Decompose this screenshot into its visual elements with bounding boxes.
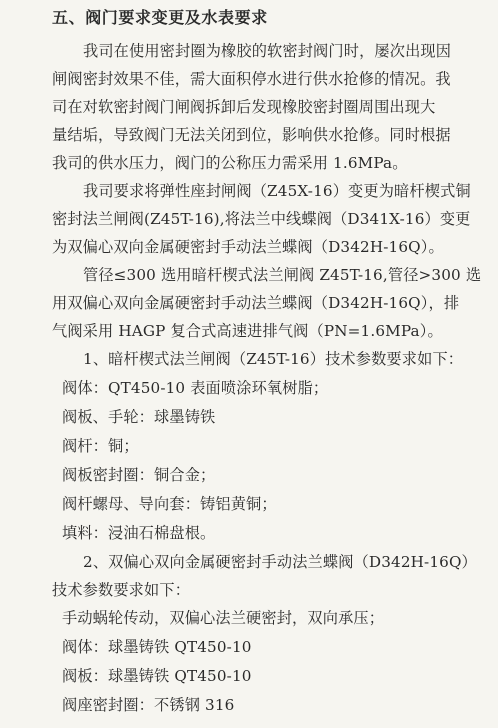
section-heading: 五、阀门要求变更及水表要求 (52, 8, 268, 27)
body-line: 技术参数要求如下： (52, 581, 191, 599)
subsection-heading: 1、暗杆楔式法兰闸阀（Z45T-16）技术参数要求如下： (83, 350, 464, 368)
body-line: 闸阀密封效果不佳，需大面积停水进行供水抢修的情况。我 (52, 70, 451, 88)
spec-item: 手动蜗轮传动，双偏心法兰硬密封，双向承压； (62, 609, 385, 627)
body-line: 司在对软密封阀门闸阀拆卸后发现橡胶密封圈周围出现大 (52, 98, 436, 116)
spec-item: 阀体：QT450-10 表面喷涂环氧树脂； (62, 379, 329, 397)
spec-item: 阀板密封圈：铜合金； (62, 466, 216, 484)
body-line: 用双偏心双向金属硬密封手动法兰蝶阀（D342H-16Q），排 (52, 294, 460, 312)
subsection-heading: 2、双偏心双向金属硬密封手动法兰蝶阀（D342H-16Q） (83, 553, 477, 571)
spec-item: 阀体：球墨铸铁 QT450-10 (62, 638, 252, 656)
body-line: 我司的供水压力，阀门的公称压力需采用 1.6MPa。 (52, 154, 408, 172)
body-line: 管径≤300 选用暗杆楔式法兰闸阀 Z45T-16,管径>300 选 (83, 266, 482, 284)
body-line: 我司在使用密封圈为橡胶的软密封阀门时，屡次出现因 (83, 42, 452, 60)
spec-item: 阀座密封圈：不锈钢 316 (62, 696, 235, 714)
body-line: 我司要求将弹性座封闸阀（Z45X-16）变更为暗杆楔式铜 (83, 182, 471, 200)
spec-item: 阀板、手轮：球墨铸铁 (62, 408, 216, 426)
spec-item: 阀杆：铜； (62, 437, 139, 455)
spec-item: 阀板：球墨铸铁 QT450-10 (62, 667, 252, 685)
spec-item: 阀杆螺母、导向套：铸铝黄铜； (62, 495, 277, 513)
body-line: 量结垢，导致阀门无法关闭到位，影响供水抢修。同时根据 (52, 126, 451, 144)
body-line: 气阀采用 HAGP 复合式高速进排气阀（PN=1.6MPa）。 (52, 322, 443, 340)
body-line: 密封法兰闸阀(Z45T-16),将法兰中线蝶阀（D341X-16）变更 (52, 210, 471, 228)
body-line: 为双偏心双向金属硬密封手动法兰蝶阀（D342H-16Q）。 (52, 238, 444, 256)
spec-item: 填料：浸油石棉盘根。 (62, 524, 216, 542)
